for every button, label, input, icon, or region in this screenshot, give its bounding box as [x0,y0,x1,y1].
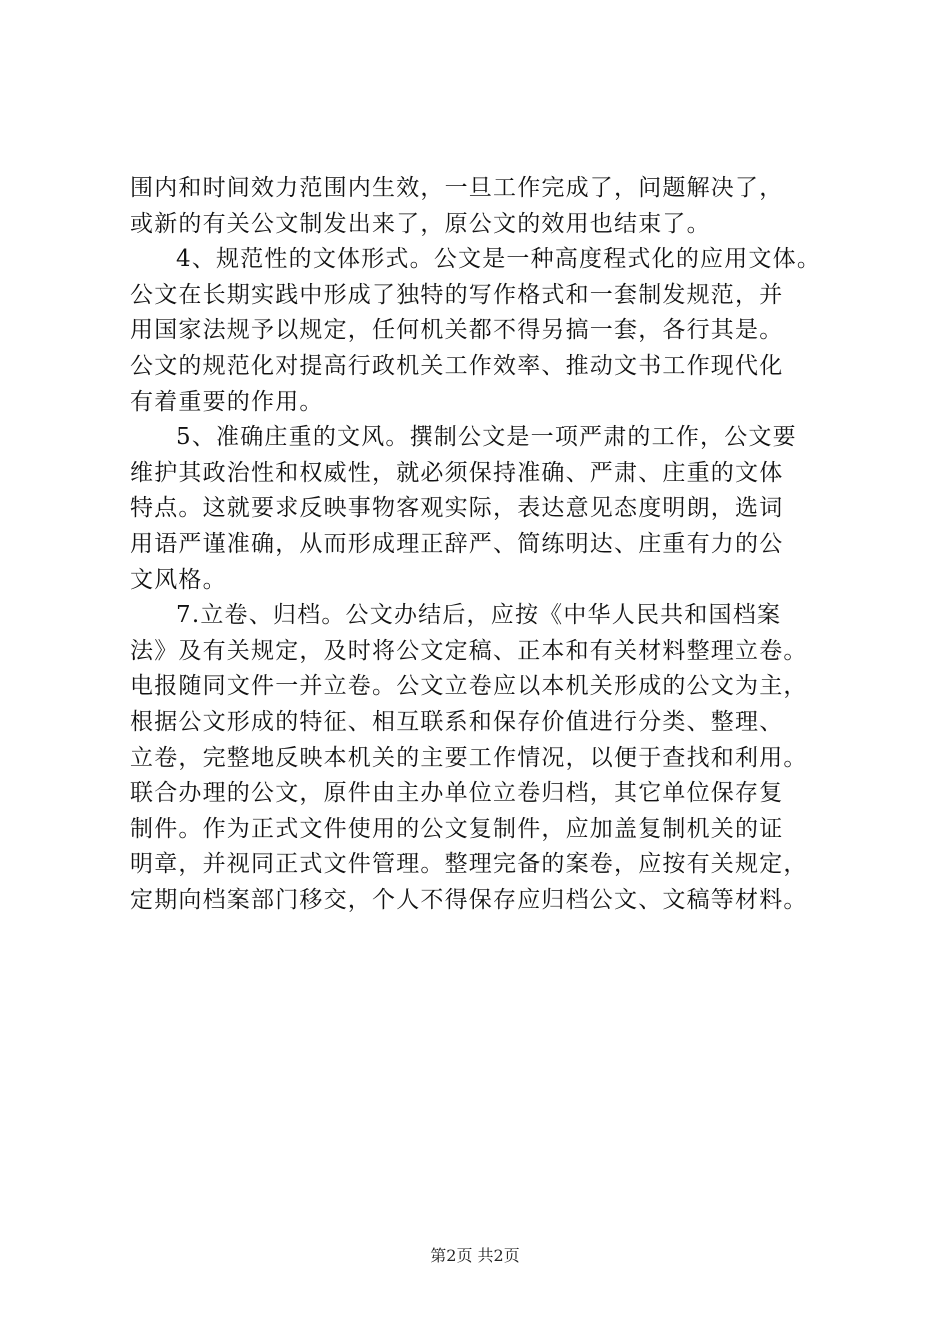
text-line: 定期向档案部门移交，个人不得保存应归档公文、文稿等材料。 [130,886,808,913]
text-line: 用国家法规予以规定，任何机关都不得另搞一套，各行其是。 [130,317,784,344]
text-line: 法》及有关规定，及时将公文定稿、正本和有关材料整理立卷。 [130,637,808,664]
text-line: 电报随同文件一并立卷。公文立卷应以本机关形成的公文为主， [130,673,808,700]
text-line: 维护其政治性和权威性，就必须保持准确、严肃、庄重的文体 [130,459,784,486]
text-line: 根据公文形成的特征、相互联系和保存价值进行分类、整理、 [130,708,784,735]
text-line: 明章，并视同正式文件管理。整理完备的案卷，应按有关规定， [130,851,808,878]
paragraph-continuation [130,171,870,242]
text-line: 文风格。 [130,566,227,593]
text-line: 公文的规范化对提高行政机关工作效率、推动文书工作现代化 [130,352,784,379]
text-line: 或新的有关公文制发出来了，原公文的效用也结束了。 [130,210,711,237]
text-line: 围内和时间效力范围内生效，一旦工作完成了，问题解决了， [130,175,784,201]
text-line: 特点。这就要求反映事物客观实际，表达意见态度明朗，选词 [130,495,784,522]
text-line: 有着重要的作用。 [130,388,324,415]
paragraph-item-4 [130,242,870,420]
text-line: 联合办理的公文，原件由主办单位立卷归档，其它单位保存复 [130,780,784,807]
text-line: 立卷，完整地反映本机关的主要工作情况，以便于查找和利用。 [130,744,808,771]
text-line: 4、规范性的文体形式。公文是一种高度程式化的应用文体。 [176,246,822,273]
text-line: 制件。作为正式文件使用的公文复制件，应加盖复制机关的证 [130,815,784,842]
text-line: 用语严谨准确，从而形成理正辞严、简练明达、庄重有力的公 [130,530,784,557]
text-line: 7.立卷、归档。公文办结后，应按《中华人民共和国档案 [176,602,782,629]
text-line: 公文在长期实践中形成了独特的写作格式和一套制发规范，并 [130,281,784,308]
document-body [130,171,870,918]
text-line: 5、准确庄重的文风。撰制公文是一项严肃的工作，公文要 [176,424,797,451]
page-number-footer: 第2页 共2页 [430,1246,520,1265]
paragraph-item-7 [130,598,870,918]
paragraph-item-5 [130,420,870,598]
